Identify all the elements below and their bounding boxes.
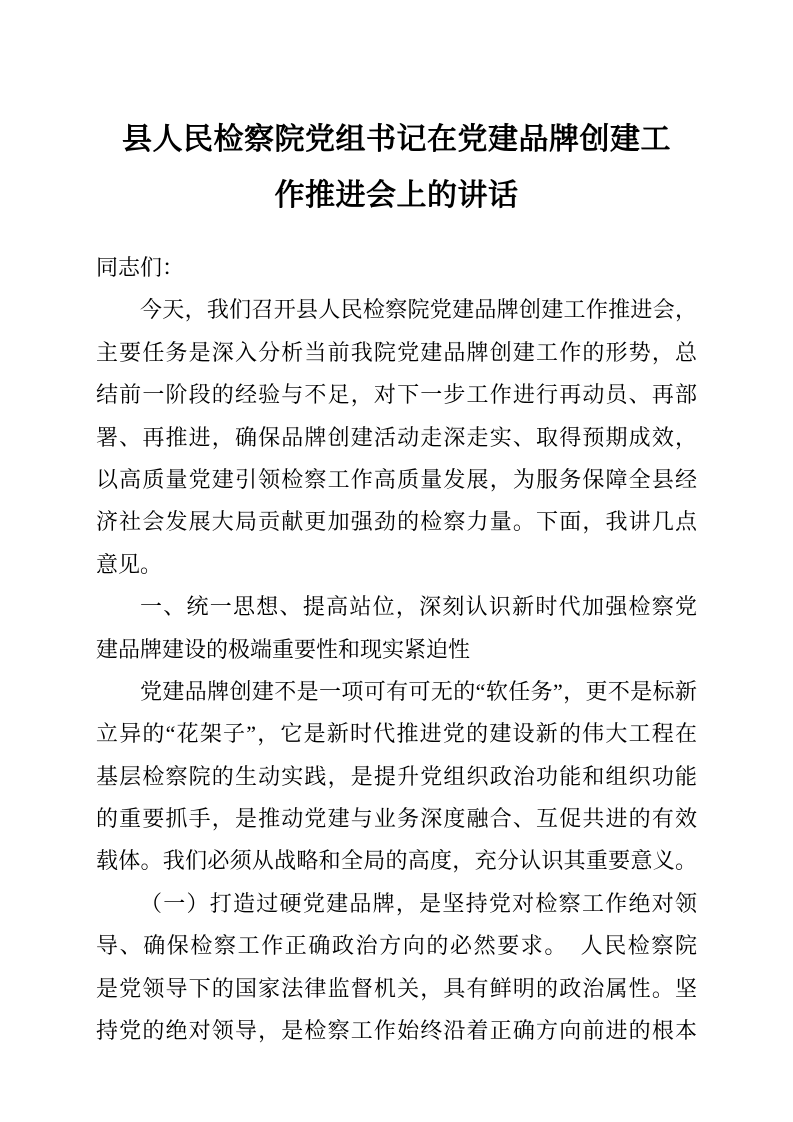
text-line: 是党领导下的国家法律监督机关，具有鲜明的政治属性。坚 [96,975,697,1001]
document-body [96,247,697,1052]
text-line: 署、再推进，确保品牌创建活动走深走实、取得预期成效， [96,424,697,450]
document-title [96,112,697,224]
text-line: 今天，我们召开县人民检察院党建品牌创建工作推进会， [140,297,697,323]
text-line: 主要任务是深入分析当前我院党建品牌创建工作的形势，总 [96,339,697,365]
text-line: 载体。我们必须从战略和全局的高度，充分认识其重要意义。 [96,848,697,874]
text-line: 建品牌建设的极端重要性和现实紧迫性 [96,636,471,662]
text-line: 意见。 [96,551,163,577]
document-content [96,0,697,1052]
text-line: 以高质量党建引领检察工作高质量发展，为服务保障全县经 [96,466,697,492]
text-line: 同志们： [96,255,185,280]
text-line: 一、统一思想、提高站位，深刻认识新时代加强检察党 [140,594,697,620]
text-line: 导、确保检察工作正确政治方向的必然要求。 人民检察院 [96,933,697,959]
text-line: 持党的绝对领导，是检察工作始终沿着正确方向前进的根本 [96,1018,697,1044]
title-line-1: 县人民检察院党组书记在党建品牌创建工 [122,123,671,156]
text-line: 立异的“花架子”，它是新时代推进党的建设新的伟大工程在 [96,721,697,747]
text-line: 济社会发展大局贡献更加强劲的检察力量。下面，我讲几点 [96,509,697,535]
title-line-2: 作推进会上的讲话 [274,179,519,212]
text-line: 基层检察院的生动实践，是提升党组织政治功能和组织功能 [96,763,697,789]
text-line: （一）打造过硬党建品牌，是坚持党对检察工作绝对领 [140,890,697,916]
text-line: 党建品牌创建不是一项可有可无的“软任务”，更不是标新 [140,678,697,704]
text-line: 的重要抓手，是推动党建与业务深度融合、互促共进的有效 [96,806,697,832]
text-line: 结前一阶段的经验与不足，对下一步工作进行再动员、再部 [96,382,697,408]
